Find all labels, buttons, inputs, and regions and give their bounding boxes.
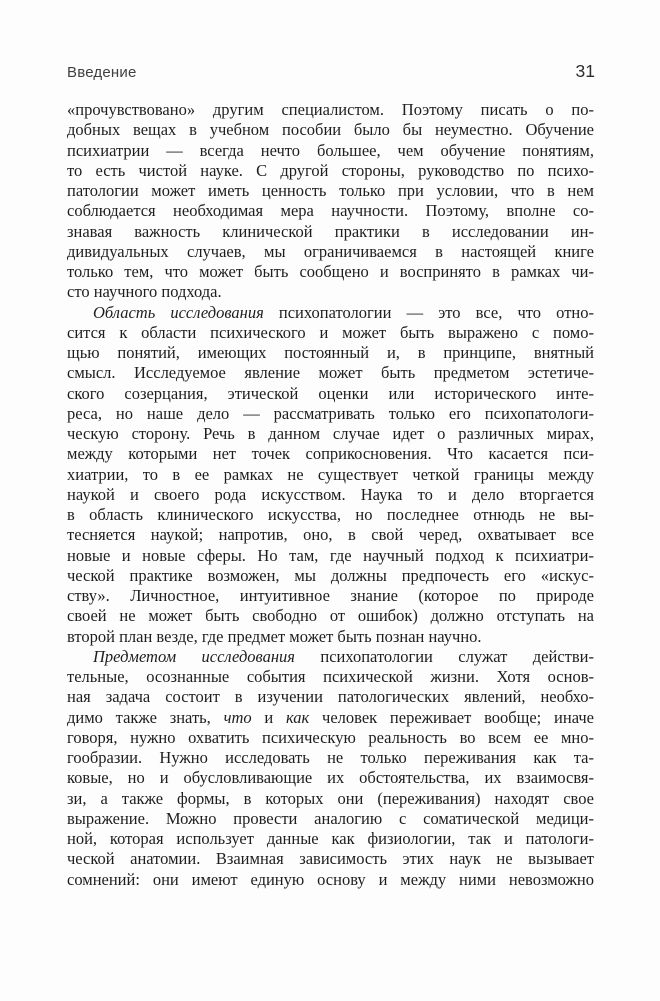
text-line: сто научного подхода. <box>67 282 222 302</box>
paragraph <box>67 647 594 890</box>
text-line: добных вещах в учебном пособии было бы неуместно. Обучение <box>67 120 594 140</box>
text-line: своей не может быть свободно от ошибок) должно отступать на <box>67 606 594 626</box>
text-line: соблюдается необходимая мера научности. Поэтому, вполне со- <box>67 201 594 221</box>
text-line: ная задача состоит в изучении патологических явлений, необхо- <box>67 687 594 707</box>
text-line: ского созерцания, этической оценки или исторического инте- <box>67 383 594 403</box>
text-line: Предметом исследования психопатологии служат действи- <box>93 646 594 666</box>
text-line: гообразии. Нужно исследовать не только переживания как та- <box>67 748 594 767</box>
text-line: щью понятий, имеющих постоянный и, в принципе, внятный <box>67 343 594 362</box>
text-line: хиатрии, то в ее рамках не существует четкой границы между <box>67 464 594 484</box>
text-line: то есть чистой науке. С другой стороны, руководство по психо- <box>67 160 594 180</box>
text-line: ческую сторону. Речь в данном случае идет о различных мирах, <box>67 424 594 443</box>
text-line: ческой анатомии. Взаимная зависимость этих наук не вызывает <box>67 849 594 869</box>
text-line: психиатрии — всегда нечто большее, чем обучение понятиям, <box>67 140 594 160</box>
text-line: патологии может иметь ценность только при условии, что в нем <box>67 181 594 200</box>
text-line: тесняется наукой; напротив, оно, в свой черед, охватывает все <box>67 525 594 545</box>
text-line: только тем, что может быть сообщено и воспринято в рамках чи- <box>67 262 594 281</box>
text-line: сомнений: они имеют единую основу и между ними невозможно <box>67 869 594 889</box>
text-line: знавая важность клинической практики в исследовании ин- <box>67 221 594 241</box>
page-number: 31 <box>575 61 595 81</box>
text-line: зи, а также формы, в которых они (переживания) находят свое <box>67 788 594 808</box>
text-line: смысл. Исследуемое явление может быть предметом эстетиче- <box>67 363 594 383</box>
text-line: в область клинического искусства, но последнее отнюдь не вы- <box>67 505 594 524</box>
text-line: ческой практике возможен, мы должны предпочесть его «искус- <box>67 565 594 585</box>
text-line: Область исследования психопатологии — это все, что отно- <box>93 302 594 322</box>
paragraph <box>67 100 594 303</box>
text-line: новые и новые сферы. Но там, где научный подход к психиатри- <box>67 545 594 565</box>
text-line: ной, которая использует данные как физиологии, так и патологи- <box>67 829 594 848</box>
text-line: ковые, но и обусловливающие их обстоятельства, их взаимосвя- <box>67 768 594 788</box>
body-text <box>67 100 594 890</box>
text-line: димо также знать, что и как человек переживает вообще; иначе <box>67 707 594 727</box>
text-line: наукой и своего рода искусством. Наука то и дело вторгается <box>67 484 594 504</box>
text-line: реса, но наше дело — рассматривать только его психопатологи- <box>67 403 594 423</box>
text-line: выражение. Можно провести аналогию с соматической медици- <box>67 808 594 828</box>
text-line: ству». Личностное, интуитивное знание (которое по природе <box>67 586 594 605</box>
paragraph <box>67 303 594 647</box>
running-header <box>67 61 595 82</box>
text-line: дивидуальных случаев, мы ограничиваемся в настоящей книге <box>67 241 594 261</box>
text-line: между которыми нет точек соприкосновения. Что касается пси- <box>67 444 594 464</box>
text-line: тельные, осознанные события психической жизни. Хотя основ- <box>67 667 594 686</box>
text-line: второй план везде, где предмет может быть познан научно. <box>67 626 482 646</box>
text-line: говоря, нужно охватить психическую реальность во всем ее мно- <box>67 727 594 747</box>
text-line: сится к области психического и может быть выражено с помо- <box>67 322 594 342</box>
section-title: Введение <box>67 64 137 81</box>
text-line: «прочувствовано» другим специалистом. Поэтому писать о по- <box>67 100 594 119</box>
